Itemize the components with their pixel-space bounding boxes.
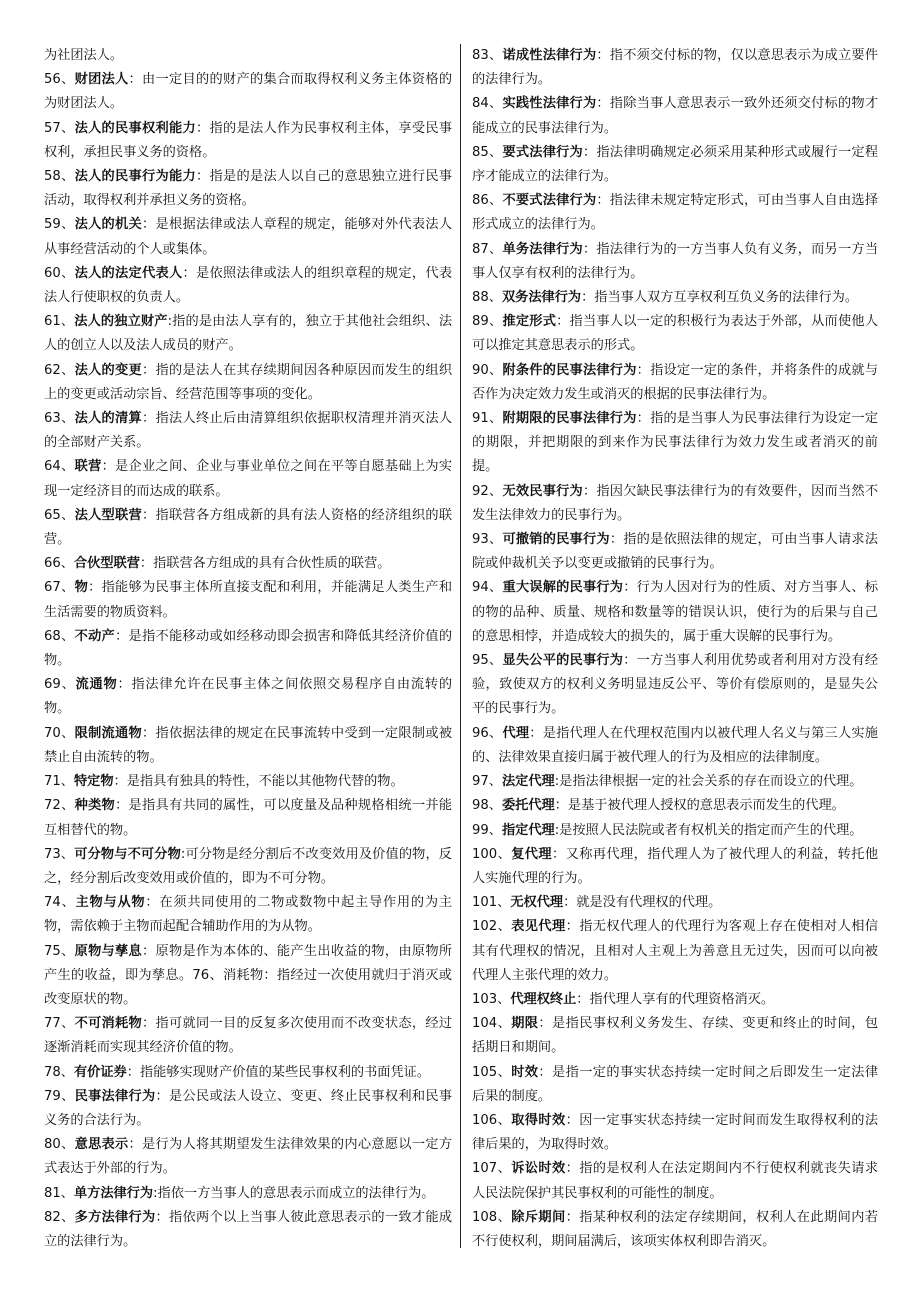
definition-entry [44, 359, 452, 407]
entry-term: 诉讼时效 [511, 1161, 566, 1177]
definition-entry [472, 44, 878, 92]
definition-entry [472, 1206, 878, 1254]
entry-number: 104、 [472, 1016, 512, 1032]
entry-definition: ：是根据法律或法人章程的规定，能够对外代表法人从事经营活动的个人或集体。 [44, 217, 453, 257]
entry-definition: ：指能够为民事主体所直接支配和利用，并能满足人类生产和生活需要的物质资料。 [44, 580, 453, 620]
entry-number: 88、 [472, 290, 502, 306]
right-column [472, 44, 878, 1254]
entry-definition: ：指代理人享有的代理资格消灭。 [576, 991, 775, 1007]
entry-number: 57、 [44, 120, 75, 136]
entry-definition: ：指联营各方组成新的具有法人资格的经济组织的联营。 [44, 507, 453, 548]
entry-number: 86、 [472, 193, 503, 209]
entry-number: 84、 [472, 96, 503, 112]
entry-term: 法人的民事行为能力 [74, 169, 196, 185]
entry-definition: :是指法律根据一定的社会关系的存在而设立的代理。 [554, 774, 863, 790]
entry-number: 106、 [472, 1112, 512, 1128]
definition-entry [472, 189, 878, 237]
entry-definition: ：指法人终止后由清算组织依据职权清理并消灭法人的全部财产关系。 [44, 411, 453, 451]
entry-term: 法人的法定代表人 [74, 265, 183, 281]
definition-entry [472, 528, 878, 576]
entry-number: 81、 [44, 1185, 74, 1201]
entry-definition: ：指法律明确规定必须采用某种形式或履行一定程序才能成立的法律行为。 [472, 144, 879, 185]
entry-term: 原物与孳息 [74, 943, 143, 959]
entry-number: 98、 [472, 798, 502, 814]
entry-term: 不动产 [74, 628, 116, 644]
entry-number: 78、 [44, 1064, 74, 1080]
definition-entry [44, 1206, 452, 1254]
entry-term: 重大误解的民事行为 [502, 580, 624, 596]
entry-term: 可分物与不可分物 [74, 846, 181, 862]
entry-definition: ：指法律行为的一方当事人负有义务，而另一方当事人仅享有权利的法律行为。 [472, 241, 879, 281]
entry-number: 60、 [44, 265, 75, 281]
entry-definition: ：是指民事权利义务发生、存续、变更和终止的时间，包括期日和期间。 [472, 1016, 878, 1056]
definition-entry [44, 213, 452, 261]
entry-term: 法人的清算 [74, 411, 143, 427]
definition-entry [472, 286, 878, 310]
entry-definition: ：指法律允许在民事主体之间依照交易程序自由流转的物。 [44, 677, 453, 717]
entry-number: 66、 [44, 556, 74, 572]
entry-term: 财团法人 [74, 72, 129, 88]
entry-term: 特定物 [73, 774, 114, 790]
entry-definition: ：指的是权利人在法定期间内不行使权利就丧失请求人民法院保护其民事权利的可能性的制度。 [472, 1161, 879, 1201]
entry-number: 92、 [472, 483, 503, 499]
entry-number: 63、 [44, 411, 75, 427]
entry-definition: ：指设定一定的条件，并将条件的成就与否作为决定效力发生或消灭的根据的民事法律行为。 [472, 362, 879, 402]
entry-number: 72、 [44, 798, 75, 814]
entry-number: 107、 [472, 1161, 512, 1177]
entry-definition: :指依一方当事人的意思表示而成立的法律行为。 [153, 1185, 435, 1201]
entry-number: 101、 [472, 895, 511, 911]
entry-term: 除斥期间 [511, 1209, 566, 1225]
entry-term: 法人型联营 [74, 507, 143, 523]
entry-number: 59、 [44, 217, 75, 233]
definition-entry [44, 673, 452, 721]
entry-term: 多方法律行为 [74, 1209, 156, 1225]
entry-number: 85、 [472, 144, 503, 160]
entry-definition: ：指联营各方组成的具有合伙性质的联营。 [139, 556, 391, 572]
entry-term: 期限 [511, 1016, 539, 1032]
entry-definition: ：是行为人将其期望发生法律效果的内心意愿以一定方式表达于外部的行为。 [44, 1137, 453, 1177]
entry-term: 合伙型联营 [73, 556, 140, 572]
entry-number: 91、 [472, 411, 503, 427]
entry-definition: ：指某种权利的法定存续期间，权利人在此期间内若不行使权利，期间届满后，该项实体权利即告消灭。 [472, 1209, 879, 1249]
definition-entry [472, 988, 878, 1012]
entry-term: 显失公平的民事行为 [502, 653, 624, 669]
entry-term: 指定代理 [501, 822, 555, 838]
definition-entry [44, 1012, 452, 1060]
definition-entry [472, 480, 878, 528]
entry-definition: ：因一定事实状态持续一定时间而发生取得权利的法律后果的，为取得时效。 [472, 1112, 879, 1153]
definition-entry [44, 68, 452, 116]
entry-number: 89、 [472, 314, 503, 330]
entry-term: 要式法律行为 [502, 144, 583, 160]
entry-term: 无权代理 [510, 895, 564, 911]
entry-definition: ：指的是依照法律的规定，可由当事人请求法院或仲裁机关予以变更或撤销的民事行为。 [472, 532, 879, 572]
definition-entry [44, 625, 452, 673]
entry-definition: ：指因欠缺民事法律行为的有效要件，因而当然不发生法律效力的民事行为。 [472, 483, 879, 523]
entry-term: 附期限的民事法律行为 [502, 411, 637, 427]
entry-term: 推定形式 [502, 314, 557, 330]
definition-entry [44, 44, 452, 68]
entry-term: 不可消耗物 [74, 1016, 143, 1032]
entry-number: 68、 [44, 628, 75, 644]
entry-term: 单方法律行为 [73, 1185, 154, 1201]
entry-definition: ：指的是法人作为民事权利主体，享受民事权利，承担民事义务的资格。 [44, 120, 453, 160]
entry-number: 93、 [472, 532, 503, 548]
entry-term: 有价证券 [73, 1064, 127, 1080]
entry-definition: ：指法律未规定特定形式，可由当事人自由选择形式成立的法律行为。 [472, 193, 879, 233]
entry-term: 时效 [511, 1064, 539, 1080]
entry-definition: ：就是没有代理权的代理。 [563, 895, 722, 911]
entry-definition: ：指依据法律的规定在民事流转中受到一定限制或被禁止自由流转的物。 [44, 725, 453, 765]
entry-number: 97、 [472, 774, 502, 790]
entry-term: 双务法律行为 [501, 290, 582, 306]
entry-definition: ：是基于被代理人授权的意思表示而发生的代理。 [554, 798, 845, 814]
entry-number: 70、 [44, 725, 75, 741]
entry-definition: ：是指代理人在代理权范围内以被代理人名义与第三人实施的、法律效果直接归属于被代理人的行为及相应的法律制度。 [472, 725, 878, 765]
entry-number: 77、 [44, 1016, 75, 1032]
entry-term: 复代理 [511, 846, 552, 862]
entry-term: 代理权终止 [510, 991, 577, 1007]
definition-entry [472, 770, 878, 794]
entry-definition: ：原物是作为本体的、能产生出收益的物，由原物所产生的收益，即为孳息。76、消耗物：指经过一次使用就归于消灭或改变原状的物。 [44, 943, 453, 1007]
entry-number: 73、 [44, 846, 75, 862]
definition-entry [44, 117, 452, 165]
definition-entry [472, 576, 878, 649]
entry-term: 法人的变更 [74, 362, 143, 378]
entry-definition: ：指的是当事人为民事法律行为设定一定的期限，并把期限的到来作为民事法律行为效力发生或者消灭的前提。 [472, 411, 879, 475]
entry-number: 74、 [44, 895, 76, 911]
entry-definition: :指的是由法人享有的，独立于其他社会组织、法人的创立人以及法人成员的财产。 [44, 314, 453, 354]
entry-number: 83、 [472, 48, 503, 63]
entry-definition: ：指是的是法人以自己的意思独立进行民事活动，取得权利并承担义务的资格。 [44, 169, 453, 209]
definition-entry [44, 1085, 452, 1133]
definition-entry [472, 359, 878, 407]
definition-entry [44, 940, 452, 1013]
definition-entry [44, 552, 452, 576]
entry-definition: ：是依照法律或法人的组织章程的规定，代表法人行使职权的负责人。 [44, 265, 453, 306]
entry-term: 法定代理 [501, 774, 555, 790]
entry-definition: :是按照人民法院或者有权机关的指定而产生的代理。 [554, 822, 863, 838]
entry-number: 94、 [472, 580, 503, 596]
definition-entry [472, 1157, 878, 1205]
definition-entry [44, 843, 452, 891]
definition-entry [472, 238, 878, 286]
definition-entry [44, 310, 452, 358]
entry-number: 105、 [472, 1064, 512, 1080]
definition-entry [44, 576, 452, 624]
entry-term: 诺成性法律行为 [502, 48, 597, 63]
entry-definition: 为社团法人。 [44, 48, 124, 63]
entry-number: 108、 [472, 1209, 512, 1225]
definition-entry [472, 794, 878, 818]
entry-term: 法人的独立财产 [74, 314, 168, 330]
entry-number: 103、 [472, 991, 511, 1007]
entry-definition: ：是企业之间、企业与事业单位之间在平等自愿基础上为实现一定经济目的而达成的联系。 [44, 459, 453, 499]
entry-definition: ：指当事人双方互享权利互负义务的法律行为。 [581, 290, 859, 306]
definition-entry [472, 1012, 878, 1060]
definition-entry [44, 794, 452, 842]
entry-number: 75、 [44, 943, 75, 959]
entry-definition: ：指的是法人在其存续期间因各种原因而发生的组织上的变更或活动宗旨、经营范围等事项的变化。 [44, 362, 453, 402]
entry-number: 80、 [44, 1137, 75, 1153]
entry-number: 100、 [472, 846, 512, 862]
definition-entry [472, 722, 878, 770]
entry-term: 表见代理 [511, 919, 566, 935]
definition-entry [44, 504, 452, 552]
definition-entry [44, 165, 452, 213]
definition-entry [472, 915, 878, 988]
definition-entry [472, 92, 878, 140]
definition-entry [44, 891, 452, 939]
definition-entry [44, 1061, 452, 1085]
entry-number: 69、 [44, 677, 76, 693]
entry-term: 实践性法律行为 [502, 96, 597, 112]
entry-definition: ：是指不能移动或如经移动即会损害和降低其经济价值的物。 [44, 628, 453, 669]
entry-definition: ：指依两个以上当事人彼此意思表示的一致才能成立的法律行为。 [44, 1209, 453, 1249]
entry-term: 民事法律行为 [74, 1088, 156, 1104]
entry-term: 种类物 [74, 798, 116, 814]
entry-number: 65、 [44, 507, 75, 523]
entry-term: 取得时效 [511, 1112, 566, 1128]
entry-term: 物 [74, 580, 89, 596]
entry-definition: ：是指一定的事实状态持续一定时间之后即发生一定法律后果的制度。 [472, 1064, 878, 1104]
entry-definition: ：由一定目的的财产的集合而取得权利义务主体资格的为财团法人。 [44, 72, 453, 112]
entry-definition: ：在须共同使用的二物或数物中起主导作用的为主物，需依赖于主物而起配合辅助作用的为从物。 [44, 895, 453, 935]
entry-definition: :可分物是经分割后不改变效用及价值的物，反之，经分割后改变效用或价值的，即为不可分物。 [44, 846, 452, 886]
entry-term: 代理 [502, 725, 530, 741]
definition-entry [472, 891, 878, 915]
definition-entry [472, 310, 878, 358]
entry-number: 56、 [44, 72, 75, 88]
entry-number: 95、 [472, 653, 503, 669]
entry-number: 58、 [44, 169, 75, 185]
entry-number: 96、 [472, 725, 503, 741]
entry-number: 61、 [44, 314, 75, 330]
entry-number: 79、 [44, 1088, 75, 1104]
entry-term: 可撤销的民事行为 [502, 532, 610, 548]
entry-definition: ：行为人因对行为的性质、对方当事人、标的物的品种、质量、规格和数量等的错误认识，使行为的后果与自己的意思相悖，并造成较大的损失的，属于重大误解的民事行为。 [472, 580, 879, 644]
entry-term: 意思表示 [74, 1137, 129, 1153]
entry-definition: ：指无权代理人的代理行为客观上存在使相对人相信其有代理权的情况，且相对人主观上为善意且无过失，因而可以向被代理人主张代理的效力。 [472, 919, 879, 983]
definition-entry [472, 649, 878, 722]
entry-definition: ：是指具有独具的特性，不能以其他物代替的物。 [113, 774, 404, 790]
definition-entry [472, 1061, 878, 1109]
entry-definition: ：是公民或法人设立、变更、终止民事权利和民事义务的合法行为。 [44, 1088, 453, 1128]
entry-number: 62、 [44, 362, 75, 378]
entry-definition: ：指可就同一目的反复多次使用而不改变状态，经过逐渐消耗而实现其经济价值的物。 [44, 1016, 453, 1056]
left-column [44, 44, 452, 1254]
entry-number: 90、 [472, 362, 503, 378]
column-divider [460, 44, 461, 1248]
entry-definition: ：指当事人以一定的积极行为表达于外部，从而使他人可以推定其意思表示的形式。 [472, 314, 879, 354]
entry-number: 87、 [472, 241, 503, 257]
definition-entry [44, 455, 452, 503]
entry-number: 67、 [44, 580, 75, 596]
definition-entry [472, 843, 878, 891]
definition-entry [472, 1109, 878, 1157]
entry-number: 102、 [472, 919, 512, 935]
entry-number: 71、 [44, 774, 74, 790]
definition-entry [472, 141, 878, 189]
entry-term: 不要式法律行为 [502, 193, 597, 209]
entry-definition: ：一方当事人利用优势或者利用对方没有经验，致使双方的权利义务明显违反公平、等价有偿原则的，是显失公平的民事行为。 [472, 653, 879, 717]
entry-term: 主物与从物 [75, 895, 146, 911]
entry-term: 附条件的民事法律行为 [502, 362, 637, 378]
entry-number: 99、 [472, 822, 502, 838]
entry-number: 82、 [44, 1209, 75, 1225]
entry-term: 法人的民事权利能力 [74, 120, 196, 136]
entry-definition: ：指除当事人意思表示一致外还须交付标的物才能成立的民事法律行为。 [472, 96, 879, 136]
definition-entry [44, 1133, 452, 1181]
entry-term: 单务法律行为 [502, 241, 583, 257]
entry-definition: ：是指具有共同的属性，可以度量及品种规格相统一并能互相替代的物。 [44, 798, 453, 838]
entry-term: 法人的机关 [74, 217, 143, 233]
entry-definition: ：又称再代理，指代理人为了被代理人的利益，转托他人实施代理的行为。 [472, 846, 879, 886]
entry-definition: ：指能够实现财产价值的某些民事权利的书面凭证。 [126, 1064, 431, 1080]
definition-entry [472, 819, 878, 843]
entry-term: 联营 [74, 459, 102, 475]
entry-term: 委托代理 [501, 798, 555, 814]
entry-definition: ：指不须交付标的物，仅以意思表示为成立要件的法律行为。 [472, 48, 879, 88]
definition-entry [44, 262, 452, 310]
entry-term: 无效民事行为 [502, 483, 583, 499]
definition-entry [44, 407, 452, 455]
definition-entry [472, 407, 878, 480]
entry-term: 流通物 [75, 677, 118, 693]
entry-number: 64、 [44, 459, 75, 475]
entry-term: 限制流通物 [74, 725, 143, 741]
definition-entry [44, 1182, 452, 1206]
definition-entry [44, 770, 452, 794]
definition-entry [44, 722, 452, 770]
